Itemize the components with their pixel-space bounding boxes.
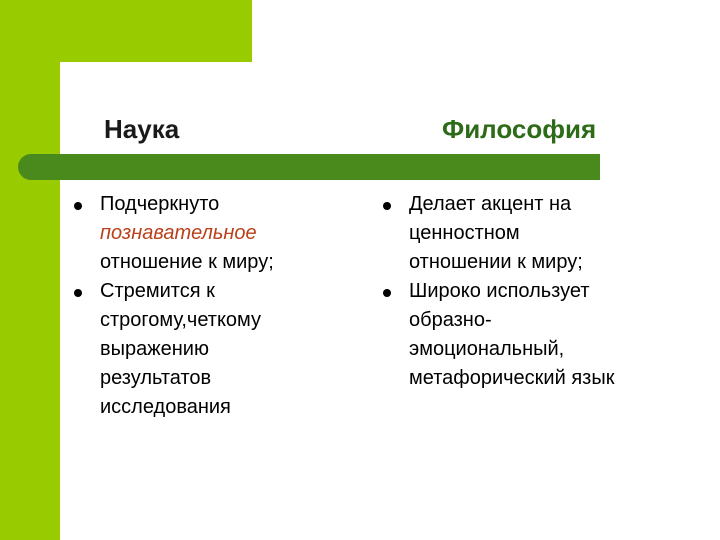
bullet-item [74, 277, 274, 422]
item-text-line: Подчеркнуто [100, 193, 220, 215]
bullet-icon [383, 289, 391, 297]
philosophy-column [383, 190, 614, 393]
item-text-line: исследования [100, 396, 231, 418]
item-text-line: отношении к миру; [409, 251, 583, 273]
item-text-line: Делает акцент на [409, 193, 572, 215]
item-text-line: образно- [409, 309, 492, 331]
item-text-line: результатов [100, 367, 212, 389]
bullet-item [383, 190, 614, 277]
bullet-icon [74, 289, 82, 297]
bullet-icon [74, 202, 82, 210]
item-text-line: Широко использует [409, 280, 590, 302]
emphasized-text: познавательное [100, 222, 257, 244]
bullet-item [383, 277, 614, 393]
bullet-icon [383, 202, 391, 210]
heading-science: Наука [104, 114, 180, 144]
item-text-line: Стремится к [100, 280, 215, 302]
item-text-line: эмоциональный, [409, 338, 565, 360]
item-text-line: отношение к миру; [100, 251, 274, 273]
decorative-divider-bar [18, 154, 600, 180]
item-text-line: метафорический язык [409, 367, 615, 389]
decorative-rounded-corner [60, 62, 96, 98]
science-column [74, 190, 274, 422]
bullet-item [74, 190, 274, 277]
item-text-line: ценностном [409, 222, 520, 244]
heading-philosophy: Философия [442, 114, 597, 144]
decorative-green-sidebar [0, 0, 60, 540]
item-text-line: строгому,четкому [100, 309, 262, 331]
item-text-line: выражению [100, 338, 209, 360]
